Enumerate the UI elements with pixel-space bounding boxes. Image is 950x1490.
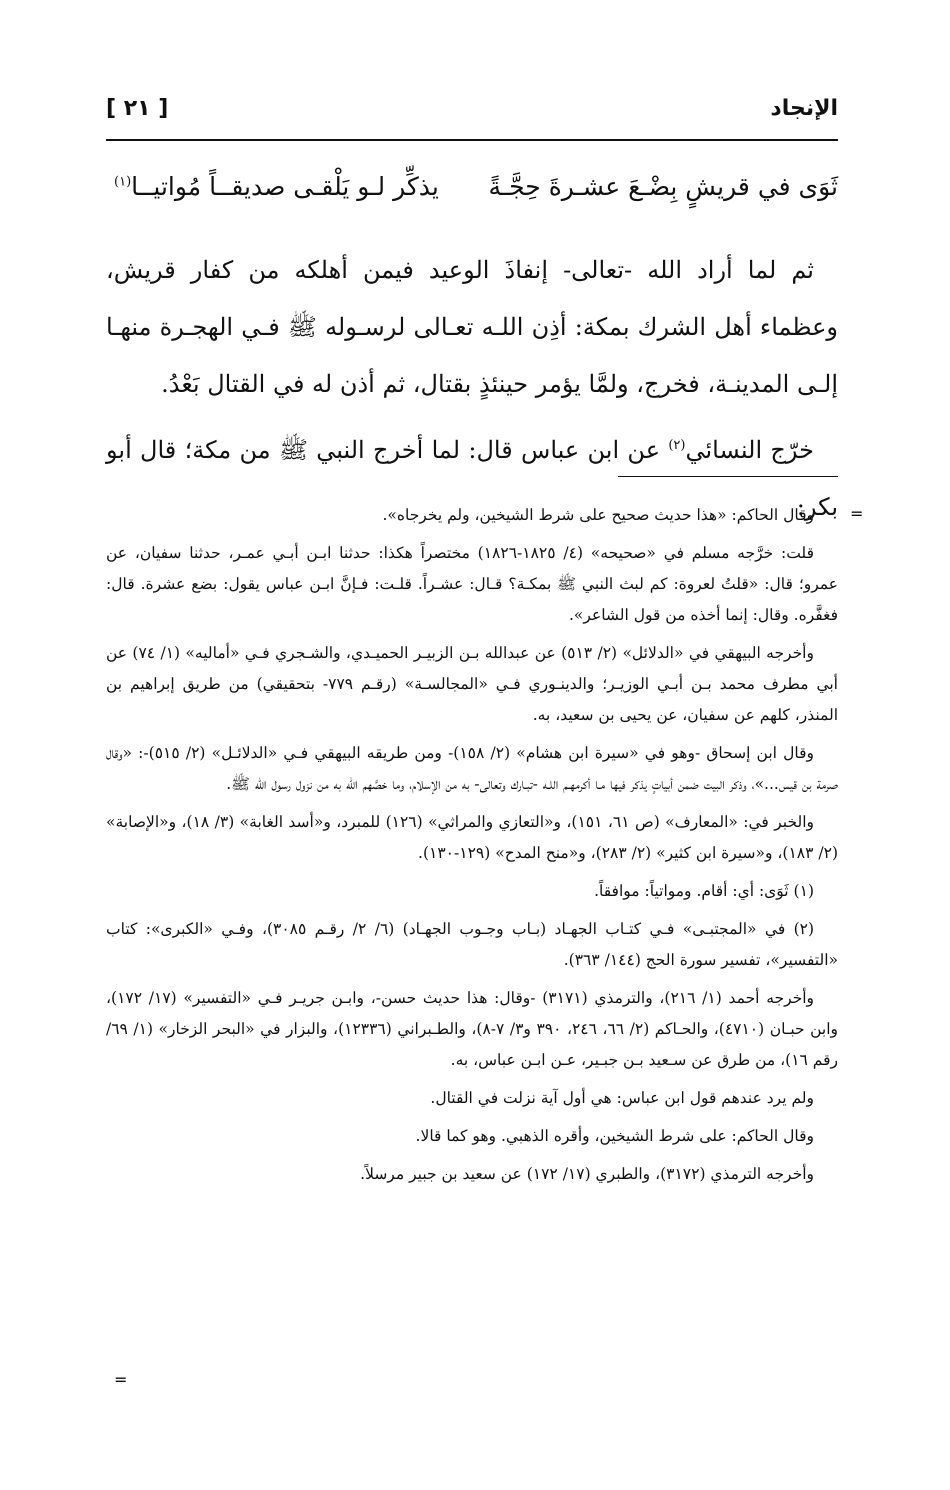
footnote-1: (١) ثَوَى: أي: أقام. ومواتياً: موافقاً. bbox=[594, 882, 814, 900]
header-rule bbox=[106, 139, 838, 141]
footnote-line: وقال الحاكم: على شرط الشيخين، وأقره الذهبي. وهو كما قالا. bbox=[415, 1127, 814, 1145]
footnote-line: وأخرجه الترمذي (٣١٧٢)، والطبري (١٧/ ١٧٢) عن سعيد بن جبير مرسلاً. bbox=[360, 1165, 814, 1183]
poem-second-hemistich bbox=[114, 172, 439, 201]
poem-second-hemistich-text: يذكِّر لـو يَلْقـى صديقــاً مُواتيــا bbox=[131, 172, 439, 201]
main-text bbox=[106, 242, 838, 536]
paragraph-2-rest: عن ابن عباس قال: لما أخرج النبي ﷺ من مكة؛ قال أبو بكر: bbox=[106, 436, 838, 521]
footnote-line: والخبر في: «المعارف» (ص ٦١، ١٥١)، و«التعازي والمراثي» (١٢٦) للمبرد، و«أسد الغابة» (٣/ ١٨)، و«الإصابة» (٢/ ١٨٣)، و«سيرة ابن كثير» (٢/ ٢٨٣)، و«منح المدح» (١٢٩-١٣٠). bbox=[106, 813, 838, 862]
paragraph-1: ثم لما أراد الله -تعالى- إنفاذَ الوعيد فيمن أهلكه من كفار قريش، وعظماء أهل الشرك بمكة: أذِن اللـه تعـالى لرسـوله ﷺ فـي الهجـرة منهـا إلـى المدينـة، فخرج، ولمَّا يؤمر حينئذٍ بقتال، ثم أذن له في القتال بَعْدُ. bbox=[106, 256, 839, 398]
footnote-line: وقال ابن إسحاق -وهو في «سيرة ابن هشام» (٢/ ١٥٨)- ومن طريقه البيهقي فـي «الدلائـل» (٢/ ٥١٥)-: «وقال صرمة بن قيس...»، وذكر البيت ضمن أبياتٍ يذكر فيها مـا أكرمهـم اللـه -تبـارك وتعالى- به من الإسلام، وما خصَّهم الله به من نزول رسول الله ﷺ. bbox=[106, 744, 838, 793]
footnote-line: قلت: خرَّجه مسلم في «صحيحه» (٤/ ١٨٢٥-١٨٢٦) مختصراً هكذا: حدثنا ابـن أبـي عمـر، حدثنا سفيان، عن عمرو؛ قال: «قلتُ لعروة: كم لبث النبي ﷺ بمكـة؟ قـال: عشـراً. قلـت: فـإنَّ ابـن عباس يقول: بضع عشرة. قال: فغفَّره. وقال: إنما أخذه من قول الشاعر». bbox=[106, 544, 838, 624]
continuation-mark-bottom: = bbox=[114, 1370, 128, 1389]
page-number: [ ٢١ ] bbox=[106, 96, 169, 121]
page-header bbox=[106, 96, 838, 136]
footnote-ref-2: (٢) bbox=[668, 438, 686, 453]
poem-first-hemistich: ثَوَى في قريشٍ بِضْـعَ عشـرةَ حِجَّـةً bbox=[488, 172, 838, 201]
footnote-line: وأخرجه أحمد (١/ ٢١٦)، والترمذي (٣١٧١) -وقال: هذا حديث حسن-، وابـن جريـر فـي «التفسير» (١٧/ ١٧٢)، وابن حبـان (٤٧١٠)، والحـاكم (٢/ ٦٦، ٢٤٦، ٣٩٠ و٣/ ٧-٨)، والطـبراني (١٢٣٣٦)، والبزار في «البحر الزخار» (١/ ٦٩/ رقم ١٦)، من طرق عن سـعيد بـن جبـير، عـن ابـن عباس، به. bbox=[106, 989, 839, 1069]
paragraph-2-start: خرّج النسائي bbox=[685, 436, 814, 464]
footnote-line: وقال الحاكم: «هذا حديث صحيح على شرط الشيخين، ولم يخرجاه». bbox=[382, 506, 814, 524]
poem-verse bbox=[106, 172, 838, 228]
footnotes bbox=[106, 500, 838, 1197]
continuation-mark-top: = bbox=[850, 504, 864, 523]
footnote-line: ولم يرد عندهم قول ابن عباس: هي أول آية نزلت في القتال. bbox=[430, 1089, 814, 1107]
footnote-ref-1: (١) bbox=[114, 174, 132, 190]
footnote-separator bbox=[618, 476, 838, 477]
book-title: الإنجاد bbox=[770, 96, 838, 121]
footnote-2: (٢) في «المجتبـى» فـي كتـاب الجهـاد (بـاب وجـوب الجهـاد) (٦/ ٢/ رقـم ٣٠٨٥)، وفـي «الكبرى»: كتاب «التفسير»، تفسير سورة الحج (١٤٤/ ٣٦٣). bbox=[106, 920, 838, 969]
footnote-line: وأخرجه البيهقي في «الدلائل» (٢/ ٥١٣) عن عبدالله بـن الزبيـر الحميـدي، والشـجري فـي «أماليه» (١/ ٧٤) عن أبي مطرف محمد بـن أبـي الوزيـر؛ والدينـوري فـي «المجالسـة» (رقـم ٧٧٩- بتحقيقي) من طريق إبراهيم بن المنذر، كلهم عن سفيان، عن يحيى بن سعيد، به. bbox=[106, 644, 838, 724]
